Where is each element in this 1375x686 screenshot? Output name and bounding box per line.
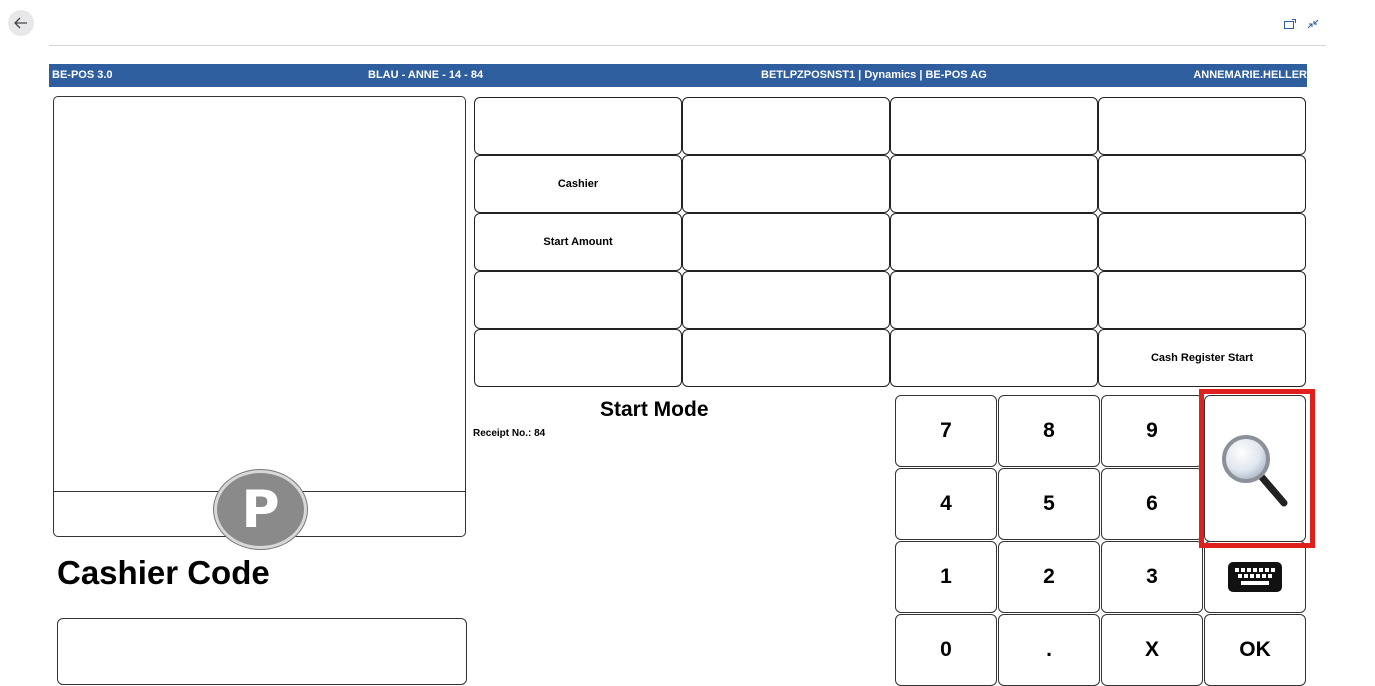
ok-button[interactable]: OK [1204,614,1306,686]
open-in-new-window-icon[interactable] [1284,16,1296,26]
key-clear[interactable]: X [1101,614,1203,686]
cashier-code-label: Cashier Code [57,554,270,591]
magnifier-icon [1220,429,1290,509]
start-amount-button[interactable]: Start Amount [474,213,682,271]
session-info: BLAU - ANNE - 14 - 84 [368,69,484,81]
function-button-r5c1[interactable] [474,329,682,387]
function-button-r1c3[interactable] [890,97,1098,155]
function-button-r5c3[interactable] [890,329,1098,387]
divider [49,45,1326,46]
function-button-r1c2[interactable] [682,97,890,155]
key-6[interactable]: 6 [1101,468,1203,540]
app-version: BE-POS 3.0 [52,69,113,81]
keyboard-button[interactable] [1204,541,1306,613]
function-button-r2c4[interactable] [1098,155,1306,213]
function-button-r1c4[interactable] [1098,97,1306,155]
key-4[interactable]: 4 [895,468,997,540]
function-button-r2c3[interactable] [890,155,1098,213]
cashier-button[interactable]: Cashier [474,155,682,213]
cash-register-start-button[interactable]: Cash Register Start [1098,329,1306,387]
key-7[interactable]: 7 [895,395,997,467]
arrow-left-icon [14,17,28,29]
function-button-r4c1[interactable] [474,271,682,329]
key-decimal[interactable]: . [998,614,1100,686]
function-button-r3c2[interactable] [682,213,890,271]
function-button-r3c3[interactable] [890,213,1098,271]
mode-title: Start Mode [600,398,709,421]
collapse-icon[interactable] [1307,16,1319,26]
environment-info: BETLPZPOSNST1 | Dynamics | BE-POS AG [761,69,987,81]
function-button-r4c3[interactable] [890,271,1098,329]
keyboard-icon [1227,561,1283,593]
key-2[interactable]: 2 [998,541,1100,613]
user-name: ANNEMARIE.HELLER [1193,69,1307,81]
key-0[interactable]: 0 [895,614,997,686]
function-button-r4c2[interactable] [682,271,890,329]
function-button-r2c2[interactable] [682,155,890,213]
search-button[interactable] [1204,395,1306,542]
back-button[interactable] [8,10,34,36]
key-1[interactable]: 1 [895,541,997,613]
function-button-r1c1[interactable] [474,97,682,155]
logo-letter: P [241,479,280,540]
cashier-code-input[interactable] [57,618,467,685]
function-button-r3c4[interactable] [1098,213,1306,271]
receipt-number: Receipt No.: 84 [473,428,546,439]
function-button-r4c4[interactable] [1098,271,1306,329]
key-3[interactable]: 3 [1101,541,1203,613]
p-logo [214,470,307,549]
key-9[interactable]: 9 [1101,395,1203,467]
key-5[interactable]: 5 [998,468,1100,540]
function-button-r5c2[interactable] [682,329,890,387]
status-header-bar [49,64,1307,87]
key-8[interactable]: 8 [998,395,1100,467]
